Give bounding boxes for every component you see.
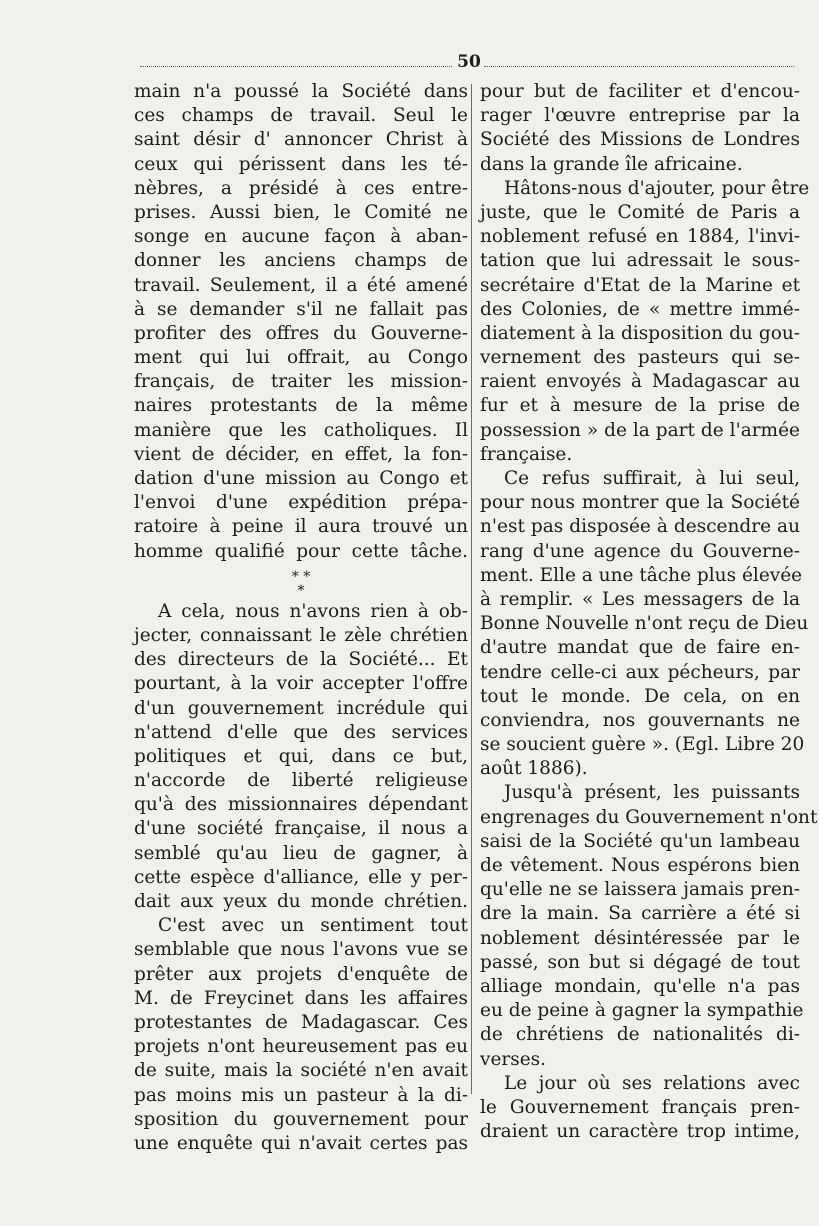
section-separator xyxy=(134,564,468,600)
text-line: français, de traiter les mission- xyxy=(134,371,468,393)
text-line: ment. Elle a une tâche plus élevée xyxy=(480,564,803,586)
text-line: travail. Seulement, il a été amené xyxy=(134,274,468,296)
text-line: manière que les catholiques. Il xyxy=(134,419,468,441)
text-line: vernement des pasteurs qui se- xyxy=(480,347,800,369)
text-line: fur et à mesure de la prise de xyxy=(480,395,800,417)
text-line: draient un caractère trop intime, xyxy=(480,1121,800,1143)
text-line: n'accorde de liberté religieuse xyxy=(134,770,468,792)
text-line: française. xyxy=(480,443,573,465)
text-line: diatement à la disposition du gou- xyxy=(480,322,800,344)
text-line: saint désir d' annoncer Christ à xyxy=(134,129,468,151)
text-line: d'un gouvernement incrédule qui xyxy=(134,697,468,719)
text-line: donner les anciens champs de xyxy=(134,250,468,272)
text-line: l'envoi d'une expédition prépa- xyxy=(134,492,468,514)
text-line: secrétaire d'Etat de la Marine et xyxy=(480,274,800,296)
text-line: nèbres, a présidé à ces entre- xyxy=(134,177,468,199)
text-line: rager l'œuvre entreprise par la xyxy=(480,105,800,127)
text-line: n'est pas disposée à descendre au xyxy=(480,516,800,538)
text-line: conviendra, nos gouvernants ne xyxy=(480,709,800,731)
text-line: raient envoyés à Madagascar au xyxy=(480,371,800,393)
text-line: à se demander s'il ne fallait pas xyxy=(134,298,468,320)
text-line: ces champs de travail. Seul le xyxy=(134,105,468,127)
text-line: songe en aucune façon à aban- xyxy=(134,226,468,248)
text-line: ceux qui périssent dans les té- xyxy=(134,153,468,175)
text-line: semblé qu'au lieu de gagner, à xyxy=(134,842,468,864)
text-line: d'une société française, il nous a xyxy=(134,818,468,840)
text-line: prêter aux projets d'enquête de xyxy=(134,963,468,985)
text-line: saisi de la Société qu'un lambeau xyxy=(480,830,800,852)
text-line: Bonne Nouvelle n'ont reçu de Dieu xyxy=(480,613,809,635)
text-line: juste, que le Comité de Paris a xyxy=(480,201,800,223)
text-line: profiter des offres du Gouverne- xyxy=(134,322,468,344)
text-line: verses. xyxy=(480,1048,547,1070)
text-line: Ce refus suffirait, à lui seul, xyxy=(504,468,800,489)
text-line: pour nous montrer que la Société xyxy=(480,492,800,514)
page-number: 50 xyxy=(457,52,481,72)
text-line: tendre celle-ci aux pécheurs, par xyxy=(480,661,800,683)
text-line: des directeurs de la Société... Et xyxy=(134,649,468,671)
text-line: vient de décider, en effet, la fon- xyxy=(134,443,468,465)
text-line: passé, son but si dégagé de tout xyxy=(480,951,800,973)
text-line: se soucient guère ». (Egl. Libre 20 xyxy=(480,734,805,756)
text-line: Le jour où ses relations avec xyxy=(504,1072,800,1094)
text-line: engrenages du Gouvernement n'ont xyxy=(480,806,818,828)
text-line: C'est avec un sentiment tout xyxy=(158,915,468,937)
text-line: des Colonies, de « mettre immé- xyxy=(480,298,800,320)
text-line: noblement désintéressée par le xyxy=(480,927,800,949)
text-line: main n'a poussé la Société dans xyxy=(134,81,468,102)
text-line: une enquête qui n'avait certes pas xyxy=(134,1132,468,1154)
text-line: de chrétiens de nationalités di- xyxy=(480,1024,800,1046)
text-line: dait aux yeux du monde chrétien. xyxy=(134,891,468,912)
text-line: Société des Missions de Londres xyxy=(480,129,800,151)
text-line: dation d'une mission au Congo et xyxy=(134,468,468,489)
text-line: dre la main. Sa carrière a été si xyxy=(480,903,800,925)
text-line: le Gouvernement français pren- xyxy=(480,1096,800,1118)
text-line: M. de Freycinet dans les affaires xyxy=(134,987,468,1009)
text-line: jecter, connaissant le zèle chrétien xyxy=(134,624,468,646)
column-divider xyxy=(471,84,472,1094)
header-rule-right xyxy=(484,66,794,67)
text-line: prises. Aussi bien, le Comité ne xyxy=(134,201,468,223)
right-column xyxy=(480,80,818,1144)
text-line: alliage mondain, qu'elle n'a pas xyxy=(480,975,800,997)
text-line: protestantes de Madagascar. Ces xyxy=(134,1011,468,1033)
header-rule-left xyxy=(140,66,452,67)
text-line: sposition du gouvernement pour xyxy=(134,1108,468,1130)
text-line: de suite, mais la société n'en avait xyxy=(134,1060,468,1082)
text-line: août 1886). xyxy=(480,758,588,780)
text-line: noblement refusé en 1884, l'invi- xyxy=(480,226,800,248)
text-line: pour but de faciliter et d'encou- xyxy=(480,81,800,102)
text-line: rang d'une agence du Gouverne- xyxy=(480,540,800,562)
text-line: semblable que nous l'avons vue se xyxy=(134,939,468,961)
text-line: homme qualifié pour cette tâche. xyxy=(134,540,468,562)
text-line: tation que lui adressait le sous- xyxy=(480,250,800,272)
text-line: pourtant, à la voir accepter l'offre xyxy=(134,673,468,695)
text-line: cette espèce d'alliance, elle y per- xyxy=(134,866,468,888)
text-line: d'autre mandat que de faire en- xyxy=(480,637,800,659)
text-line: n'attend d'elle que des services xyxy=(134,721,468,743)
text-line: tout le monde. De cela, on en xyxy=(480,685,800,707)
text-line: politiques et qui, dans ce but, xyxy=(134,745,468,767)
text-line: A cela, nous n'avons rien à ob- xyxy=(158,600,468,622)
text-line: ment qui lui offrait, au Congo xyxy=(134,347,468,369)
left-column xyxy=(134,80,468,1156)
text-line: projets n'ont heureusement pas eu xyxy=(134,1036,468,1058)
text-line: pas moins mis un pasteur à la di- xyxy=(134,1084,468,1106)
text-line: qu'elle ne se laissera jamais pren- xyxy=(480,879,800,901)
text-line: ratoire à peine il aura trouvé un xyxy=(134,516,468,538)
text-line: à remplir. « Les messagers de la xyxy=(480,588,800,610)
text-line: possession » de la part de l'armée xyxy=(480,419,800,441)
text-line: Jusqu'à présent, les puissants xyxy=(504,782,800,804)
text-line: dans la grande île africaine. xyxy=(480,153,743,175)
separator-asterisks: * * * xyxy=(291,568,311,599)
text-line: de vêtement. Nous espérons bien xyxy=(480,855,800,876)
text-line: qu'à des missionnaires dépendant xyxy=(134,794,468,816)
text-line: eu de peine à gagner la sympathie xyxy=(480,1000,804,1022)
text-line: naires protestants de la même xyxy=(134,395,468,417)
text-line: Hâtons-nous d'ajouter, pour être xyxy=(504,177,810,199)
